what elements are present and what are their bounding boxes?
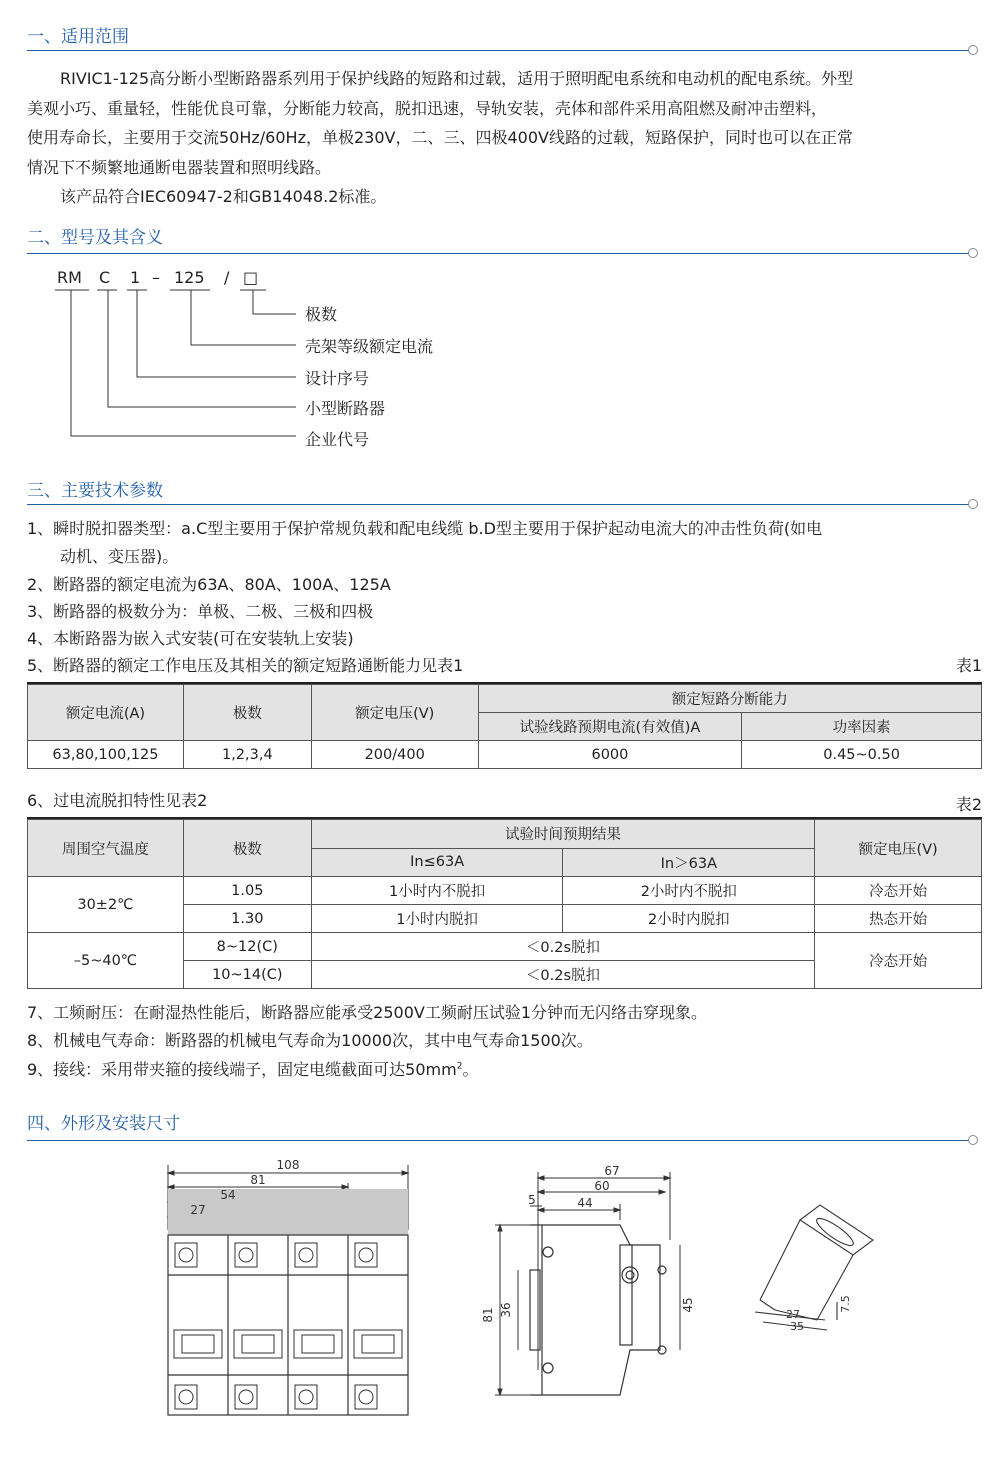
- dim-5: 5: [528, 1193, 536, 1207]
- table2-cell: 30±2℃: [28, 877, 184, 933]
- param-item-1: 1、瞬时脱扣器类型：a.C型主要用于保护常规负载和配电线缆 b.D型主要用于保护起动电流大的冲击性负荷(如电: [27, 519, 823, 538]
- table2-header-gt63: In＞63A: [563, 848, 815, 877]
- table2-header-poles: 极数: [183, 820, 311, 877]
- superscript: 2: [456, 1061, 463, 1072]
- code-part: □: [243, 268, 259, 287]
- table1-header-voltage: 额定电压(V): [311, 685, 478, 741]
- param-item-5: 5、断路器的额定工作电压及其相关的额定短路通断能力见表1: [27, 656, 464, 675]
- table-row: [28, 933, 982, 961]
- code-part: 1: [130, 268, 141, 287]
- table1-header-poles: 极数: [183, 685, 311, 741]
- param-item-9-text: 9、接线：采用带夹箍的接线端子，固定电缆截面可达50mm: [27, 1060, 457, 1079]
- param-item-2: 2、断路器的额定电流为63A、80A、100A、125A: [27, 575, 391, 594]
- dim-27: 27: [190, 1203, 206, 1217]
- dim-81: 81: [250, 1173, 266, 1187]
- param-item-7: 7、工频耐压：在耐湿热性能后，断路器应能承受2500V工频耐压试验1分钟而无闪络击穿现象。: [27, 1003, 708, 1022]
- dim-45: 45: [681, 1297, 695, 1313]
- param-item-6: 6、过电流脱扣特性见表2: [27, 791, 208, 810]
- divider-dot-icon: [968, 248, 978, 258]
- intro-line: 情况下不频繁地通断电器装置和照明线路。: [27, 157, 332, 177]
- code-part: C: [99, 268, 111, 287]
- section-title-dimensions: 四、外形及安装尺寸: [27, 1114, 180, 1134]
- param-item-9: [27, 1057, 478, 1080]
- dim-54: 54: [220, 1188, 236, 1202]
- model-label-poles: 极数: [305, 305, 338, 324]
- dim-7-5-rail: 7.5: [839, 1295, 852, 1313]
- code-part: RM: [57, 268, 82, 287]
- param-item-8: 8、机械电气寿命：断路器的机械电气寿命为10000次，其中电气寿命1500次。: [27, 1031, 593, 1050]
- table2-cell: 1.05: [183, 877, 311, 905]
- table1-header-breaking: 额定短路分断能力: [478, 685, 981, 713]
- table2-cell: 1小时内不脱扣: [311, 877, 563, 905]
- param-item-3: 3、断路器的极数分为：单极、二极、三极和四极: [27, 602, 374, 621]
- dim-81-side: 81: [481, 1307, 495, 1323]
- table2-header-temp: 周围空气温度: [28, 820, 184, 877]
- table2-cell: 2小时内不脱扣: [563, 877, 815, 905]
- dim-67: 67: [604, 1164, 620, 1178]
- dim-60: 60: [594, 1179, 610, 1193]
- table1-header-current: 额定电流(A): [28, 685, 184, 741]
- model-label-mcb: 小型断路器: [305, 399, 386, 418]
- param-item-4: 4、本断路器为嵌入式安装(可在安装轨上安装): [27, 629, 354, 648]
- table2: [27, 819, 982, 989]
- code-part: /: [224, 268, 230, 287]
- table1-cell: 200/400: [311, 741, 478, 769]
- side-view-drawing: [470, 1160, 700, 1410]
- section-divider: [27, 504, 973, 505]
- table2-cell: 8~12(C): [183, 933, 311, 961]
- table2-caption: 表2: [955, 795, 982, 814]
- model-label-design-no: 设计序号: [305, 369, 370, 388]
- section-title-params: 三、主要技术参数: [27, 481, 163, 501]
- section-title-scope: 一、适用范围: [27, 27, 129, 47]
- model-connector-lines: [0, 0, 320, 450]
- table2-cell: 冷态开始: [815, 877, 982, 905]
- table2-cell: 热态开始: [815, 905, 982, 933]
- model-label-frame-current: 壳架等级额定电流: [305, 337, 434, 356]
- code-part: 125: [174, 268, 205, 287]
- table1-cell: 1,2,3,4: [183, 741, 311, 769]
- table2-header-voltage: 额定电压(V): [815, 820, 982, 877]
- table2-cell: ＜0.2s脱扣: [311, 961, 814, 989]
- table2-cell: ＜0.2s脱扣: [311, 933, 814, 961]
- table2-header-result: 试验时间预期结果: [311, 820, 814, 849]
- table-row: [28, 877, 982, 905]
- table1-cell: 6000: [478, 741, 742, 769]
- table1-caption: 表1: [955, 656, 982, 675]
- dim-36: 36: [499, 1302, 513, 1318]
- intro-line: RIVIC1-125高分断小型断路器系列用于保护线路的短路和过载，适用于照明配电系统和电动机的配电系统。外型: [60, 69, 854, 88]
- section-title-model: 二、型号及其含义: [27, 228, 163, 248]
- param-item-1-cont: 动机、变压器)。: [60, 547, 179, 566]
- divider-dot-icon: [968, 499, 978, 509]
- divider-dot-icon: [968, 45, 978, 55]
- standard-line: 该产品符合IEC60947-2和GB14048.2标准。: [60, 187, 387, 206]
- dim-44: 44: [577, 1196, 593, 1210]
- din-rail-drawing: [745, 1200, 885, 1340]
- table2-cell: 1小时内脱扣: [311, 905, 563, 933]
- dim-27-rail: 27: [786, 1308, 800, 1321]
- divider-dot-icon: [968, 1135, 978, 1145]
- code-part: –: [152, 268, 160, 287]
- model-label-company: 企业代号: [305, 430, 370, 449]
- dim-35-rail: 35: [790, 1320, 804, 1333]
- table1-cell: 0.45~0.50: [742, 741, 982, 769]
- table2-cell: 2小时内脱扣: [563, 905, 815, 933]
- param-item-9-end: 。: [462, 1060, 479, 1079]
- intro-line: 美观小巧、重量轻，性能优良可靠，分断能力较高，脱扣迅速，导轨安装，壳体和部件采用高阻燃及耐冲击塑料，: [27, 98, 828, 118]
- section-divider: [27, 1140, 973, 1141]
- intro-line: 使用寿命长，主要用于交流50Hz/60Hz，单极230V，二、三、四极400V线路的过载，短路保护，同时也可以在正常: [27, 128, 853, 147]
- table2-cell: 10~14(C): [183, 961, 311, 989]
- table1-header-power-factor: 功率因素: [742, 713, 982, 741]
- table2-cell: 1.30: [183, 905, 311, 933]
- table1-cell: 63,80,100,125: [28, 741, 184, 769]
- table1: [27, 684, 982, 769]
- table-row: [28, 741, 982, 769]
- table1-header-test-current: 试验线路预期电流(有效值)A: [478, 713, 742, 741]
- table2-header-le63: In≤63A: [311, 848, 563, 877]
- table2-cell: –5~40℃: [28, 933, 184, 989]
- dim-108: 108: [276, 1158, 300, 1172]
- table2-cell: 冷态开始: [815, 933, 982, 989]
- front-view-drawing: [160, 1155, 420, 1425]
